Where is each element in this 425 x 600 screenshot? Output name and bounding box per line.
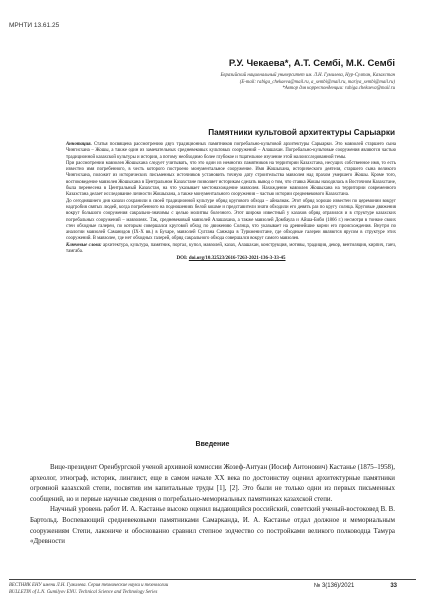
introduction-body [30,463,395,548]
intro-paragraph-2: Научный уровень работ И. А. Кастанье высоко оценил выдающийся российский, советский ученый-востоковед В. В. Бартольд. Воспевающий средневековыми памятниками Самарканда, И. А. Кастанье отдал должное и мемориальным сооружениям Степи, лакониче и обоснованно сравнил степное зодчество со постройками великого полководца Тамура «Древности [30,506,395,546]
journal-name [9,582,168,596]
journal-name-ru: ВЕСТНИК ЕНУ имени Л.Н. Гумилева. Серия технические науки и технологии [9,583,169,588]
abstract-text-1: Статья посвящена рассмотрению двух традиционных памятников погребально-культовой архитектуры Сарыарки. Это мавзолей старшего сына Чингисхана – Жошы, а также один из замечательных средневековых культовых сооружений – Алашахан. Погребально-культовые сооружения являются частью традиционной казахской культуры и истории, а потому необходимо более глубокое и тщательное изучение этой малоисследованной темы. [66,142,397,160]
page-number: 33 [390,583,397,589]
issue-number: № 3(136)/2021 [313,583,355,589]
authors: Р.У. Чекаева*, А.Т. Сембі, М.К. Сембі [228,58,395,69]
doi-link[interactable]: doi.org/10.32523/2616-7263-2021-136-3-33-45 [188,256,286,262]
abstract-paragraph-3: До сегодняшнего дня казахи сохранили в своей традиционной культуре обряд кругового обхода – айналмак. Этот обряд хорошо известен по церемонии вокруг надгробия святых людей, когда погребенного на подношениях белой кошме и представители знати обходили его девять раз по кругу солнца. Круговые движения вокруг большого сооружения сакрально-значимы с целью молитвы болезного. Этот широко известный у казахов обряд отразился и в структуре казахских погребальных сооружений – мавзолеях. Так, средневековый мавзолей Алашахана, а также мавзолей Домбаула и Айша-Биби (1866 г.) несмотря в тонкие своих стен обходные галереи, по которым совершался круговой обход по движению Солнца, что указывает на древнейшие корни его происхождения. Внутри по аналогии мавзолей Саманидов (IX-X вв.) в Бухаре, мавзолей Султана Санжара в Туркменистане, где обходные галереи являются ярусом в структуре этих сооружений. В мавзолее, где нет обходных галерей, обряд сакрального обхода совершался вокруг самого мавзолея. [66,198,396,242]
keywords-text: архитектура, культура, памятник, портал, купол, мавзолей, казах, Алашахан, конструкция, мотивы, традиция, декор, вентиляция, кирпич, ганч, тамгаба. [66,242,396,255]
abstract-paragraph-2: При рассмотрении мавзолея Жошыхана следует учитывать, что это один из немногих памятников на территории Казахстана, несущих собственное имя, то есть известно имя погребенного, в честь которого построено монументальное сооружение. Имя Жошыхана, исторического деятеля, старшего сына великого Чингисхана, положит из исторических письменных источников установить точную дату строительства мавзолея над прахом умершего Жошы. Кроме того, востоковедение мавзолея Жошыхана в Центральном Казахстане позволяет историкам сделать вывод о том, что ставка Жошы находилась в Восточном Казахстане, была перенесена в Центральный Казахстан, на что указывает местонахождение мавзолея. Нахождение мавзолея Жошыхана на территории современного Казахстана делает исследование личности Жошыхана, а также монументального сооружения – частью истории средневекового Казахстана. [66,160,396,198]
corresponding-author: *Автор для корреспонденции: rabiga.chekaeva@mail.ru [282,86,395,91]
mrnti-code: МРНТИ 13.61.25 [9,22,60,29]
affiliation [155,73,395,93]
abstract-label: Аннотация. [66,142,92,147]
doi-label: DOI: [176,256,188,262]
doi-line [66,256,396,262]
article-title: Памятники культовой архитектуры Сарыарки [208,128,395,137]
section-heading-introduction: Введение [195,441,230,448]
keywords-label: Ключевые слова: [66,242,102,248]
keywords [66,243,396,256]
journal-name-en: BULLETIN of L.N. Gumilyov ENU. Technical Science and Technology Series [9,590,158,595]
abstract-paragraph-1 [66,142,396,161]
affiliation-emails: (E-mail: rabiga_chekaeva@mail.ru, a_sembi@mail.ru, mariya_sembi@mail.ru) [239,79,395,85]
abstract [66,142,396,263]
affiliation-university: Евразийский национальный университет им. Л.Н. Гумилева, Нур-Султан, Казахстан [220,73,395,78]
intro-paragraph-1: Вице-президент Оренбургской ученой архивной комиссии Жозеф-Антуан (Иосиф Антонович) Кастанье (1875–1958), археолог, этнограф, историк, лингвист, еще в самом начале XX века по достоинству оценил архитектурные памятники огромной казахской степи, посвятив им капитальные труды [1], [2]. Это были не только одни из первых письменных сообщений, но и первые научные сведения о погребально-мемориальных памятниках казахской степи. [30,464,395,503]
issue-info [314,583,397,589]
footer-divider [9,579,416,580]
